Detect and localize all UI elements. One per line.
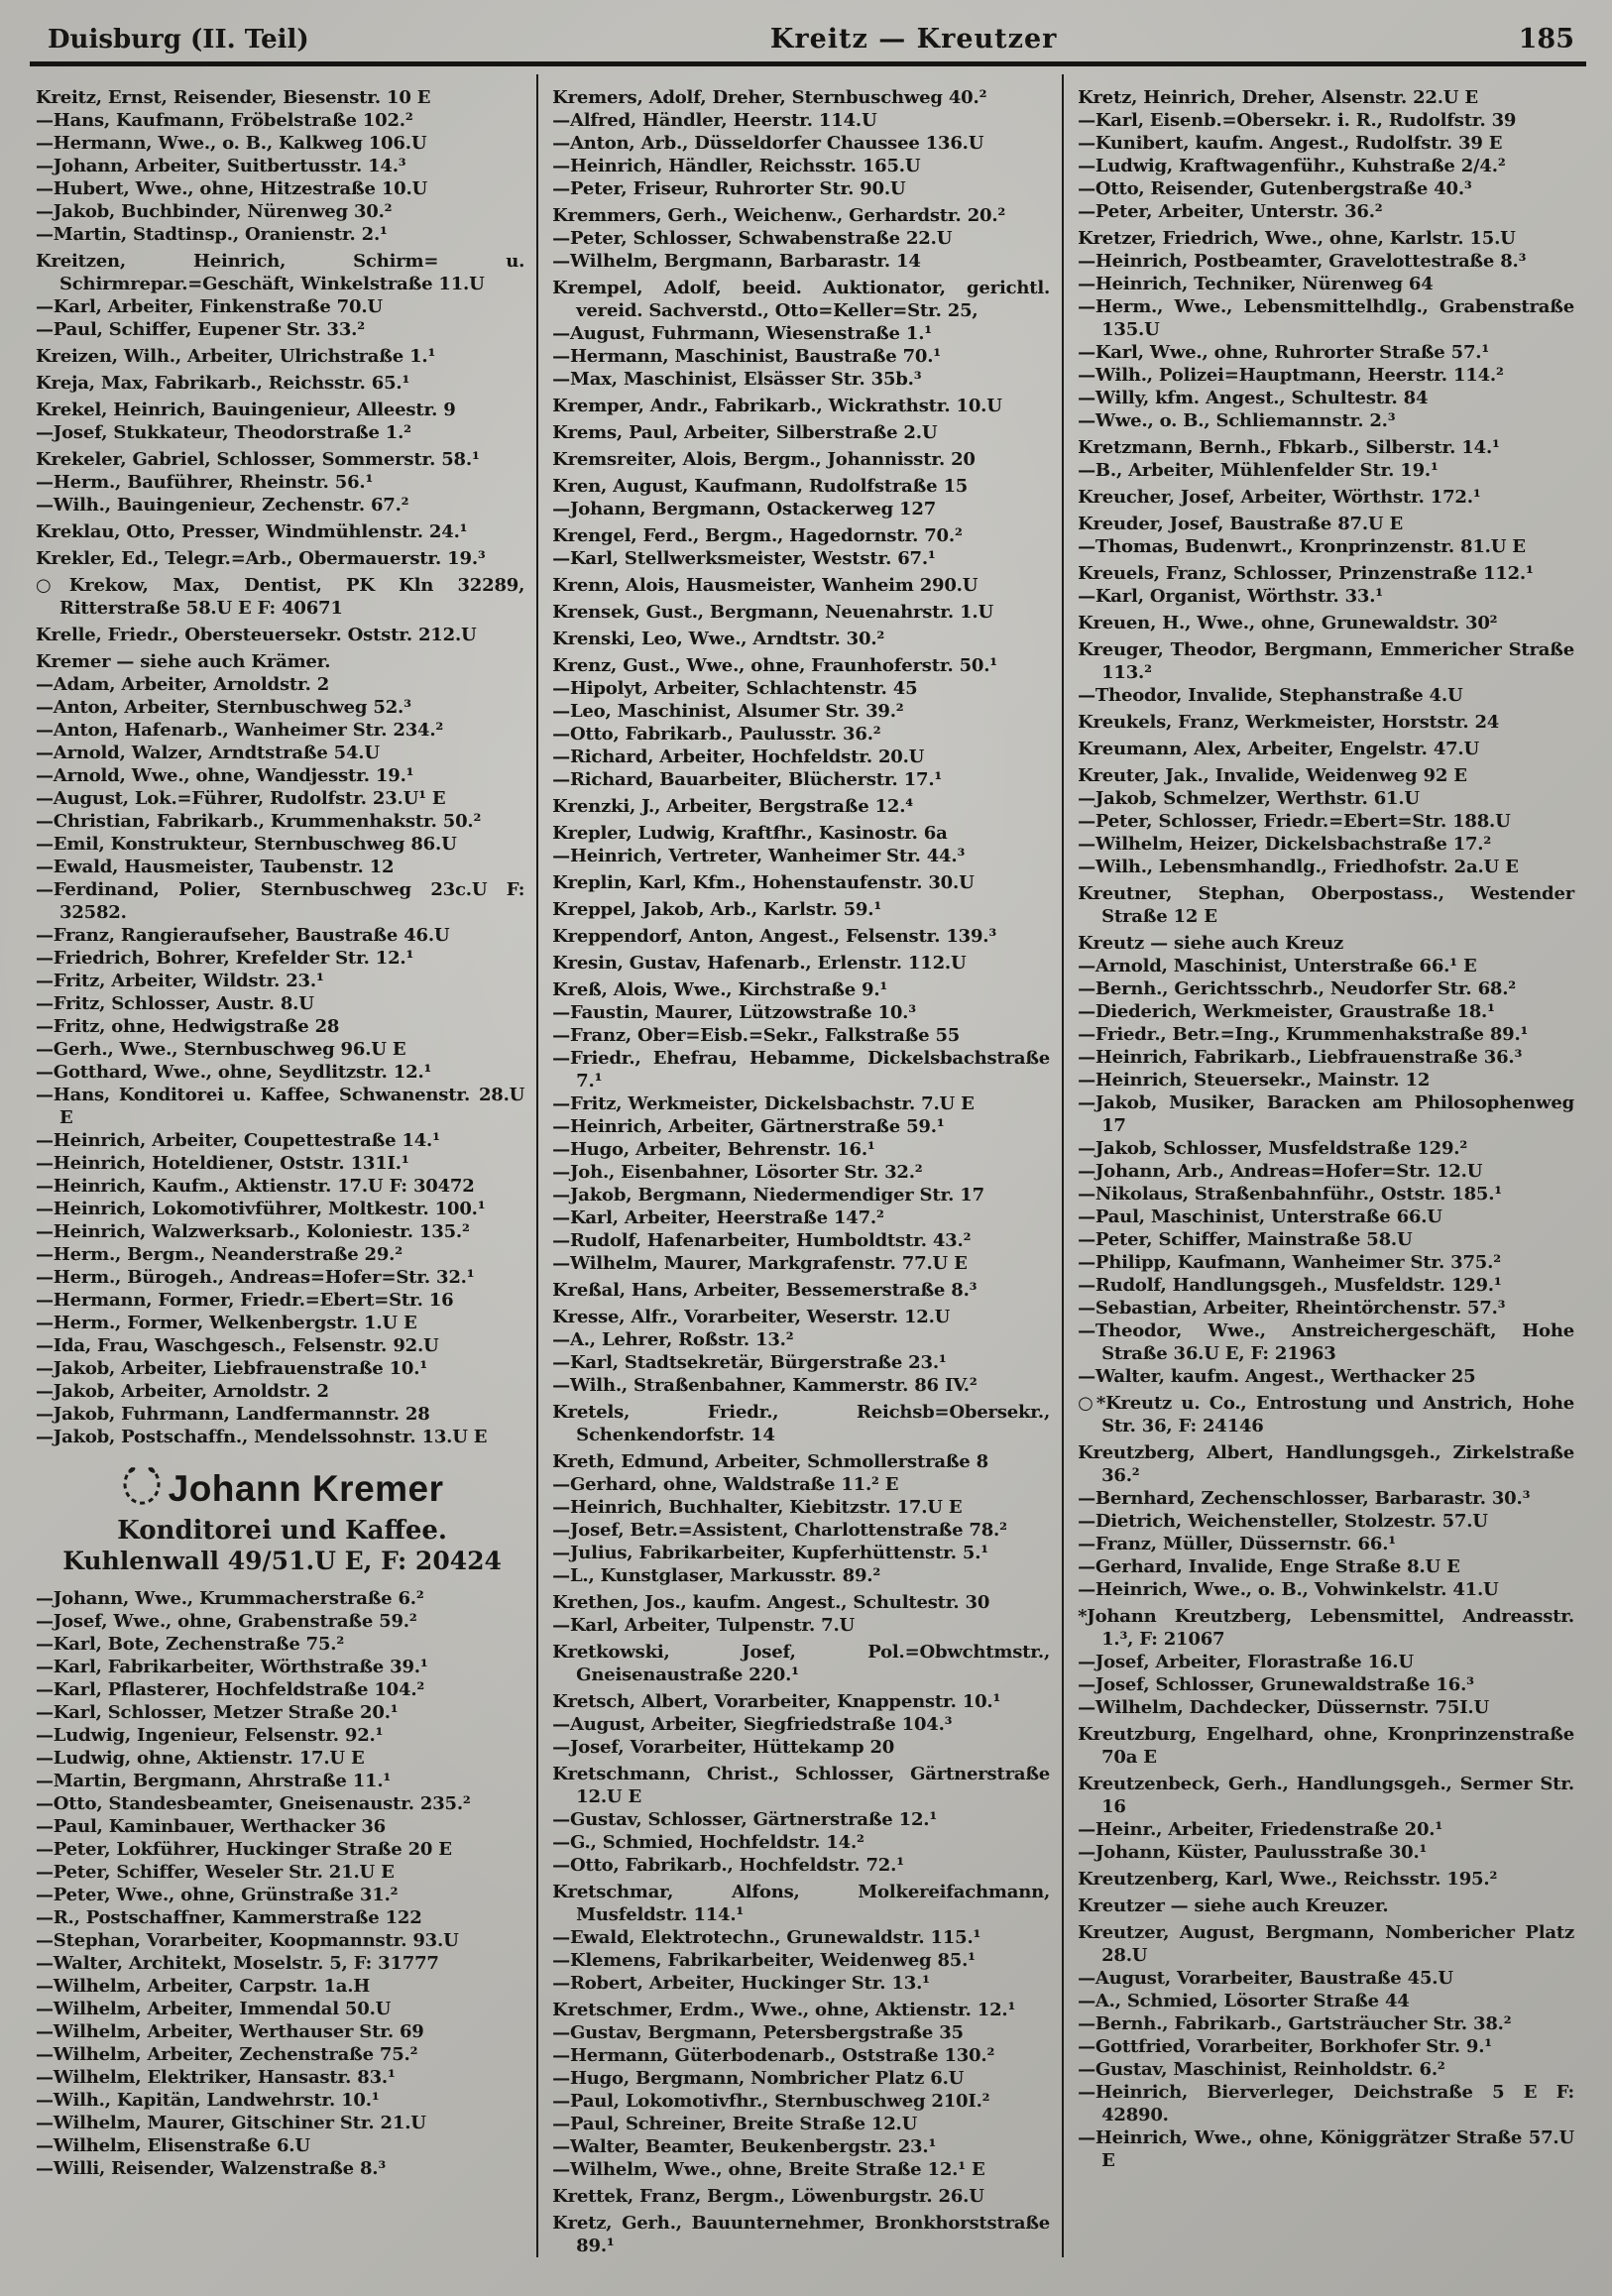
directory-entry: —Dietrich, Weichensteller, Stolzestr. 57.U <box>1078 1511 1488 1532</box>
header-section: Duisburg (II. Teil) <box>48 25 309 55</box>
directory-entry: Kretzmann, Bernh., Fbkarb., Silberstr. 14.¹ <box>1078 437 1500 458</box>
directory-entry: Kremsreiter, Alois, Bergm., Johannisstr. 20 <box>552 449 976 470</box>
directory-entry: —Willi, Reisender, Walzenstraße 8.³ <box>36 2158 387 2179</box>
directory-entry: Kremer — siehe auch Krämer. <box>36 651 331 672</box>
directory-entry: —Karl, Fabrikarbeiter, Wörthstraße 39.¹ <box>36 1657 428 1677</box>
directory-entry: —Theodor, Invalide, Stephanstraße 4.U <box>1078 685 1463 706</box>
directory-entry: —Fritz, Arbeiter, Wildstr. 23.¹ <box>36 971 324 991</box>
directory-entry: —Hermann, Maschinist, Baustraße 70.¹ <box>552 346 941 367</box>
directory-entry: Kretsch, Albert, Vorarbeiter, Knappenstr. 10.¹ <box>552 1691 1001 1712</box>
directory-entry: —Heinrich, Kaufm., Aktienstr. 17.U F: 30472 <box>36 1176 475 1197</box>
directory-entry: Kreuder, Josef, Baustraße 87.U E <box>1078 514 1404 534</box>
directory-entry: ○Krekow, Max, Dentist, PK Kln 32289, Ritterstraße 58.U E F: 40671 <box>36 575 525 619</box>
directory-entry: —Alfred, Händler, Heerstr. 114.U <box>552 110 877 131</box>
directory-entry: —Anton, Arb., Düsseldorfer Chaussee 136.U <box>552 133 984 154</box>
directory-entry: —Herm., Bauführer, Rheinstr. 56.¹ <box>36 472 374 493</box>
directory-entry: —Heinrich, Händler, Reichsstr. 165.U <box>552 156 921 176</box>
directory-entry: Kreuger, Theodor, Bergmann, Emmericher Straße 113.² <box>1078 639 1574 683</box>
directory-entry: —Kunibert, kaufm. Angest., Rudolfstr. 39 E <box>1078 133 1503 154</box>
directory-entry: —Jakob, Postschaffn., Mendelssohnstr. 13.U E <box>36 1427 488 1447</box>
directory-entry: —Rudolf, Handlungsgeh., Musfeldstr. 129.¹ <box>1078 1275 1502 1296</box>
directory-entry: Kretels, Friedr., Reichsb=Obersekr., Schenkendorfstr. 14 <box>552 1402 1051 1445</box>
directory-entry: —Wilhelm, Arbeiter, Werthauser Str. 69 <box>36 2021 424 2042</box>
directory-entry: —Gustav, Bergmann, Petersbergstraße 35 <box>552 2022 964 2043</box>
directory-entry: —A., Lehrer, Roßstr. 13.² <box>552 1329 794 1350</box>
directory-entry: —Jakob, Arbeiter, Arnoldstr. 2 <box>36 1381 329 1402</box>
directory-entry: —Josef, Vorarbeiter, Hüttekamp 20 <box>552 1737 895 1758</box>
directory-entry: —Herm., Wwe., Lebensmittelhdlg., Grabenstraße 135.U <box>1078 296 1574 340</box>
directory-entry: —Arnold, Walzer, Arndtstraße 54.U <box>36 743 380 763</box>
directory-entry: —Wilhelm, Heizer, Dickelsbachstraße 17.² <box>1078 834 1492 855</box>
directory-entry: —Leo, Maschinist, Alsumer Str. 39.² <box>552 701 904 722</box>
directory-entry: —Johann, Bergmann, Ostackerweg 127 <box>552 499 937 519</box>
directory-entry: Kreuter, Jak., Invalide, Weidenweg 92 E <box>1078 765 1467 786</box>
directory-entry: Kreizen, Wilh., Arbeiter, Ulrichstraße 1.¹ <box>36 346 436 367</box>
directory-entry: Kreppendorf, Anton, Angest., Felsenstr. 139.³ <box>552 926 997 947</box>
directory-entry: —Josef, Arbeiter, Florastraße 16.U <box>1078 1652 1414 1672</box>
directory-entry: —August, Arbeiter, Siegfriedstraße 104.³ <box>552 1714 953 1735</box>
directory-entry: —Ewald, Hausmeister, Taubenstr. 12 <box>36 857 395 877</box>
directory-entry: Krekel, Heinrich, Bauingenieur, Alleestr. 9 <box>36 400 456 420</box>
directory-entry: —Wilh., Straßenbahner, Kammerstr. 86 IV.² <box>552 1375 978 1396</box>
directory-entry: Kremers, Adolf, Dreher, Sternbuschweg 40.² <box>552 87 987 108</box>
directory-entry: —Rudolf, Hafenarbeiter, Humboldtstr. 43.² <box>552 1230 972 1251</box>
directory-entry: —Karl, Stellwerksmeister, Weststr. 67.¹ <box>552 548 936 569</box>
directory-entry: —Wilh., Lebensmhandlg., Friedhofstr. 2a.U E <box>1078 857 1519 877</box>
directory-entry: ○*Kreutz u. Co., Entrostung und Anstrich, Hohe Str. 36, F: 24146 <box>1078 1393 1574 1436</box>
directory-entry: —Heinrich, Buchhalter, Kiebitzstr. 17.U E <box>552 1497 963 1518</box>
directory-entry: —Sebastian, Arbeiter, Rheintörchenstr. 57.³ <box>1078 1298 1506 1319</box>
directory-entry: —Thomas, Budenwrt., Kronprinzenstr. 81.U E <box>1078 536 1526 557</box>
directory-entry: —Ludwig, Kraftwagenführ., Kuhstraße 2/4.² <box>1078 156 1506 176</box>
directory-entry: —Max, Maschinist, Elsässer Str. 35b.³ <box>552 369 922 390</box>
laurel-wreath-icon <box>121 1464 163 1514</box>
directory-entry: —Karl, Wwe., ohne, Ruhrorter Straße 57.¹ <box>1078 342 1490 363</box>
directory-entry: Krensek, Gust., Bergmann, Neuenahrstr. 1.U <box>552 602 993 623</box>
directory-entry: —A., Schmied, Lösorter Straße 44 <box>1078 1991 1410 2011</box>
directory-entry: Krenski, Leo, Wwe., Arndtstr. 30.² <box>552 629 885 649</box>
directory-entry: —Johann, Küster, Paulusstraße 30.¹ <box>1078 1842 1428 1863</box>
header-range: Kreitz — Kreutzer <box>769 24 1058 55</box>
directory-entry: Kretschmer, Erdm., Wwe., ohne, Aktienstr. 12.¹ <box>552 2000 1016 2020</box>
directory-entry: —L., Kunstglaser, Markusstr. 89.² <box>552 1565 881 1586</box>
directory-entry: —Heinrich, Arbeiter, Gärtnerstraße 59.¹ <box>552 1116 945 1137</box>
directory-entry: —Wilhelm, Dachdecker, Düssernstr. 75I.U <box>1078 1697 1489 1718</box>
directory-entry: Krempel, Adolf, beeid. Auktionator, gerichtl. vereid. Sachverstd., Otto=Keller=Str. 25, <box>552 278 1051 321</box>
directory-entry: Kreß, Alois, Wwe., Kirchstraße 9.¹ <box>552 979 888 1000</box>
directory-entry: —August, Vorarbeiter, Baustraße 45.U <box>1078 1968 1453 1989</box>
page-header <box>30 24 1586 55</box>
directory-entry: —Ewald, Elektrotechn., Grunewaldstr. 115.¹ <box>552 1927 981 1948</box>
directory-entry: —Franz, Rangieraufseher, Baustraße 46.U <box>36 925 450 946</box>
directory-entry: —Jakob, Schlosser, Musfeldstraße 129.² <box>1078 1138 1468 1159</box>
directory-entry: —Hermann, Former, Friedr.=Ebert=Str. 16 <box>36 1290 454 1311</box>
directory-entry: —Heinrich, Arbeiter, Coupettestraße 14.¹ <box>36 1130 440 1151</box>
directory-entry: —Jakob, Arbeiter, Liebfrauenstraße 10.¹ <box>36 1358 428 1379</box>
directory-entry: —Heinrich, Wwe., ohne, Königgrätzer Straße 57.U E <box>1078 2127 1574 2171</box>
directory-entry: —Richard, Bauarbeiter, Blücherstr. 17.¹ <box>552 769 943 790</box>
directory-entry: —Otto, Fabrikarb., Hochfeldstr. 72.¹ <box>552 1855 904 1876</box>
directory-entry: Kreuels, Franz, Schlosser, Prinzenstraße 112.¹ <box>1078 563 1534 584</box>
directory-entry: Kren, August, Kaufmann, Rudolfstraße 15 <box>552 476 969 497</box>
directory-entry: Kreutzer, August, Bergmann, Nombericher Platz 28.U <box>1078 1922 1574 1966</box>
directory-entry: —Wilhelm, Arbeiter, Carpstr. 1a.H <box>36 1976 371 1997</box>
directory-entry: —Ferdinand, Polier, Sternbuschweg 23c.U F: 32582. <box>36 879 525 923</box>
directory-entry: —Faustin, Maurer, Lützowstraße 10.³ <box>552 1002 916 1023</box>
directory-entry: —Wwe., o. B., Schliemannstr. 2.³ <box>1078 410 1396 431</box>
column-1 <box>30 74 536 2257</box>
directory-entry: Kreutz — siehe auch Kreuz <box>1078 933 1343 954</box>
directory-entry: Kreplin, Karl, Kfm., Hohenstaufenstr. 30.U <box>552 872 975 893</box>
directory-entry: —Otto, Standesbeamter, Gneisenaustr. 235.² <box>36 1793 471 1814</box>
directory-entry: —Paul, Maschinist, Unterstraße 66.U <box>1078 1206 1442 1227</box>
directory-entry: Kremmers, Gerh., Weichenw., Gerhardstr. 20.² <box>552 205 1006 226</box>
directory-entry: —Anton, Hafenarb., Wanheimer Str. 234.² <box>36 720 444 741</box>
directory-entry: —Herm., Bergm., Neanderstraße 29.² <box>36 1244 403 1265</box>
directory-entry: —Gerh., Wwe., Sternbuschweg 96.U E <box>36 1039 406 1060</box>
directory-entry: *Johann Kreutzberg, Lebensmittel, Andreasstr. 1.³, F: 21067 <box>1078 1606 1574 1650</box>
column-3 <box>1062 74 1586 2257</box>
directory-entry: Kreutzenberg, Karl, Wwe., Reichsstr. 195.² <box>1078 1869 1498 1890</box>
directory-entry: —Jakob, Musiker, Baracken am Philosophenweg 17 <box>1078 1092 1574 1136</box>
directory-entry: —Friedrich, Bohrer, Krefelder Str. 12.¹ <box>36 948 414 969</box>
directory-entry: —Wilhelm, Maurer, Gitschiner Str. 21.U <box>36 2113 426 2133</box>
directory-entry: —Heinrich, Lokomotivführer, Moltkestr. 100.¹ <box>36 1199 486 1219</box>
directory-entry: —Heinrich, Postbeamter, Gravelottestraße 8.³ <box>1078 251 1527 272</box>
directory-entry: —Ludwig, Ingenieur, Felsenstr. 92.¹ <box>36 1725 384 1746</box>
directory-entry: Kretz, Heinrich, Dreher, Alsenstr. 22.U E <box>1078 87 1478 108</box>
directory-entry: —Jakob, Bergmann, Niedermendiger Str. 17 <box>552 1185 984 1205</box>
directory-entry: Kreppel, Jakob, Arb., Karlstr. 59.¹ <box>552 899 881 920</box>
directory-entry: —Johann, Arb., Andreas=Hofer=Str. 12.U <box>1078 1161 1483 1182</box>
ad-subtitle: Konditorei und Kaffee. <box>117 1516 447 1546</box>
directory-entry: —Joh., Eisenbahner, Lösorter Str. 32.² <box>552 1162 923 1183</box>
directory-entry: —Gustav, Schlosser, Gärtnerstraße 12.¹ <box>552 1809 938 1830</box>
kremer-advertisement <box>46 1464 518 1575</box>
directory-entry: —Karl, Arbeiter, Finkenstraße 70.U <box>36 296 383 317</box>
directory-entry: —Hans, Kaufmann, Fröbelstraße 102.² <box>36 110 413 131</box>
column-1-entries-bottom <box>36 1587 524 2180</box>
directory-entry: Kresin, Gustav, Hafenarb., Erlenstr. 112.U <box>552 953 967 974</box>
directory-entry: Kreja, Max, Fabrikarb., Reichsstr. 65.¹ <box>36 373 410 394</box>
directory-entry: Krenzki, J., Arbeiter, Bergstraße 12.⁴ <box>552 796 913 817</box>
directory-entry: —Gottfried, Vorarbeiter, Borkhofer Str. 9.¹ <box>1078 2036 1492 2057</box>
directory-entry: —Jakob, Fuhrmann, Landfermannstr. 28 <box>36 1404 430 1425</box>
directory-entry: —Josef, Schlosser, Grunewaldstraße 16.³ <box>1078 1674 1474 1695</box>
directory-entry: —Theodor, Wwe., Anstreichergeschäft, Hohe Straße 36.U E, F: 21963 <box>1078 1320 1574 1364</box>
directory-entry: Kreitzen, Heinrich, Schirm= u. Schirmrepar.=Geschäft, Winkelstraße 11.U <box>36 251 525 294</box>
directory-entry: —Emil, Konstrukteur, Sternbuschweg 86.U <box>36 834 457 855</box>
directory-entry: —Hans, Konditorei u. Kaffee, Schwanenstr. 28.U E <box>36 1085 525 1128</box>
directory-entry: —Ludwig, ohne, Aktienstr. 17.U E <box>36 1748 365 1769</box>
header-rule <box>30 61 1586 66</box>
directory-entry: —Robert, Arbeiter, Huckinger Str. 13.¹ <box>552 1973 930 1994</box>
directory-entry: Kretzer, Friedrich, Wwe., ohne, Karlstr. 15.U <box>1078 228 1516 249</box>
directory-entry: —Fritz, Schlosser, Austr. 8.U <box>36 993 314 1014</box>
directory-entry: —Bernh., Fabrikarb., Gartsträucher Str. 38.² <box>1078 2013 1512 2034</box>
directory-entry: —Gustav, Maschinist, Reinholdstr. 6.² <box>1078 2059 1445 2080</box>
page-number: 185 <box>1518 24 1574 55</box>
directory-entry: —R., Postschaffner, Kammerstraße 122 <box>36 1907 422 1928</box>
directory-entry: Krelle, Friedr., Obersteuersekr. Oststr. 212.U <box>36 625 477 645</box>
directory-entry: Krepler, Ludwig, Kraftfhr., Kasinostr. 6a <box>552 823 948 844</box>
directory-entry: —Fritz, Werkmeister, Dickelsbachstr. 7.U E <box>552 1093 975 1114</box>
column-2 <box>536 74 1062 2257</box>
directory-entry: —Wilh., Bauingenieur, Zechenstr. 67.² <box>36 495 409 516</box>
directory-entry: Kreumann, Alex, Arbeiter, Engelstr. 47.U <box>1078 739 1479 759</box>
directory-entry: —Karl, Schlosser, Metzer Straße 20.¹ <box>36 1702 399 1723</box>
directory-entry: —Wilh., Polizei=Hauptmann, Heerstr. 114.² <box>1078 365 1504 386</box>
directory-entry: —Franz, Müller, Düssernstr. 66.¹ <box>1078 1534 1396 1554</box>
directory-entry: —August, Fuhrmann, Wiesenstraße 1.¹ <box>552 323 932 344</box>
column-2-entries <box>552 86 1050 2257</box>
directory-entry: —Hubert, Wwe., ohne, Hitzestraße 10.U <box>36 178 428 199</box>
directory-entry: Kreutner, Stephan, Oberpostass., Westender Straße 12 E <box>1078 883 1574 927</box>
directory-entry: —Heinr., Arbeiter, Friedenstraße 20.¹ <box>1078 1819 1443 1840</box>
directory-entry: —Wilh., Kapitän, Landwehrstr. 10.¹ <box>36 2090 380 2111</box>
directory-entry: —Peter, Lokführer, Huckinger Straße 20 E <box>36 1839 452 1860</box>
directory-entry: Kretschmar, Alfons, Molkereifachmann, Musfeldstr. 114.¹ <box>552 1882 1051 1925</box>
directory-entry: —Karl, Stadtsekretär, Bürgerstraße 23.¹ <box>552 1352 947 1373</box>
directory-entry: Krengel, Ferd., Bergm., Hagedornstr. 70.² <box>552 525 963 546</box>
directory-entry: —Walter, Architekt, Moselstr. 5, F: 31777 <box>36 1953 439 1974</box>
directory-entry: —Arnold, Wwe., ohne, Wandjesstr. 19.¹ <box>36 765 414 786</box>
directory-entry: Kretschmann, Christ., Schlosser, Gärtnerstraße 12.U E <box>552 1764 1051 1807</box>
directory-entry: —Peter, Wwe., ohne, Grünstraße 31.² <box>36 1885 399 1905</box>
directory-entry: —Arnold, Maschinist, Unterstraße 66.¹ E <box>1078 956 1477 976</box>
directory-entry: —Bernhard, Zechenschlosser, Barbarastr. 30.³ <box>1078 1488 1531 1509</box>
directory-entry: —Peter, Arbeiter, Unterstr. 36.² <box>1078 201 1383 222</box>
directory-entry: —Gerhard, Invalide, Enge Straße 8.U E <box>1078 1556 1460 1577</box>
directory-entry: —Peter, Schlosser, Schwabenstraße 22.U <box>552 228 953 249</box>
directory-entry: —Hugo, Bergmann, Nombricher Platz 6.U <box>552 2068 965 2089</box>
directory-entry: Kretz, Gerh., Bauunternehmer, Bronkhorststraße 89.¹ <box>552 2213 1051 2256</box>
directory-entry: Krekler, Ed., Telegr.=Arb., Obermauerstr. 19.³ <box>36 548 486 569</box>
directory-entry: —Peter, Schiffer, Mainstraße 58.U <box>1078 1229 1413 1250</box>
directory-entry: —August, Lok.=Führer, Rudolfstr. 23.U¹ E <box>36 788 446 809</box>
directory-entry: —Willy, kfm. Angest., Schultestr. 84 <box>1078 388 1429 408</box>
directory-entry: Kreitz, Ernst, Reisender, Biesenstr. 10 E <box>36 87 431 108</box>
directory-entry: —Otto, Reisender, Gutenbergstraße 40.³ <box>1078 178 1472 199</box>
directory-entry: —Wilhelm, Arbeiter, Zechenstraße 75.² <box>36 2044 418 2065</box>
directory-entry: —Fritz, ohne, Hedwigstraße 28 <box>36 1016 340 1037</box>
directory-entry: —Heinrich, Hoteldiener, Oststr. 131I.¹ <box>36 1153 409 1174</box>
directory-entry: —Josef, Betr.=Assistent, Charlottenstraße 78.² <box>552 1520 1007 1541</box>
ad-address: Kuhlenwall 49/51.U E, F: 20424 <box>62 1547 502 1575</box>
directory-entry: —Herm., Former, Welkenbergstr. 1.U E <box>36 1313 417 1333</box>
directory-entry: —Karl, Pflasterer, Hochfeldstraße 104.² <box>36 1679 425 1700</box>
directory-entry: —Peter, Friseur, Ruhrorter Str. 90.U <box>552 178 906 199</box>
directory-entry: —Franz, Ober=Eisb.=Sekr., Falkstraße 55 <box>552 1025 961 1046</box>
directory-entry: Krenz, Gust., Wwe., ohne, Fraunhoferstr. 50.¹ <box>552 655 997 676</box>
directory-entry: Kreßal, Hans, Arbeiter, Bessemerstraße 8.³ <box>552 1280 978 1301</box>
directory-entry: —Hipolyt, Arbeiter, Schlachtenstr. 45 <box>552 678 918 699</box>
directory-entry: Kreutzenbeck, Gerh., Handlungsgeh., Sermer Str. 16 <box>1078 1774 1574 1817</box>
directory-entry: Krenn, Alois, Hausmeister, Wanheim 290.U <box>552 575 979 596</box>
directory-entry: —Ida, Frau, Waschgesch., Felsenstr. 92.U <box>36 1335 439 1356</box>
directory-entry: —Jakob, Buchbinder, Nürenweg 30.² <box>36 201 393 222</box>
directory-entry: —Walter, kaufm. Angest., Werthacker 25 <box>1078 1366 1476 1387</box>
directory-entry: Kreth, Edmund, Arbeiter, Schmollerstraße 8 <box>552 1451 988 1472</box>
directory-entry: —Heinrich, Bierverleger, Deichstraße 5 E F: 42890. <box>1078 2082 1574 2125</box>
directory-entry: —Philipp, Kaufmann, Wanheimer Str. 375.² <box>1078 1252 1501 1273</box>
directory-entry: —Martin, Stadtinsp., Oranienstr. 2.¹ <box>36 224 388 245</box>
directory-entry: —Christian, Fabrikarb., Krummenhakstr. 50.² <box>36 811 482 832</box>
directory-entry: Krettek, Franz, Bergm., Löwenburgstr. 26.U <box>552 2186 984 2207</box>
directory-entry: —Karl, Bote, Zechenstraße 75.² <box>36 1634 345 1655</box>
directory-entry: —Jakob, Schmelzer, Werthstr. 61.U <box>1078 788 1420 809</box>
directory-entry: —Gerhard, ohne, Waldstraße 11.² E <box>552 1474 899 1495</box>
directory-entry: —Nikolaus, Straßenbahnführ., Oststr. 185.¹ <box>1078 1184 1502 1205</box>
directory-entry: —Adam, Arbeiter, Arnoldstr. 2 <box>36 674 330 695</box>
directory-entry: —Hermann, Wwe., o. B., Kalkweg 106.U <box>36 133 427 154</box>
ad-business-name: Johann Kremer <box>168 1468 444 1509</box>
directory-entry: Krethen, Jos., kaufm. Angest., Schultestr. 30 <box>552 1592 990 1613</box>
directory-entry: Kreuen, H., Wwe., ohne, Grunewaldstr. 30² <box>1078 613 1498 633</box>
directory-entry: Kreutzer — siehe auch Kreuzer. <box>1078 1895 1389 1916</box>
directory-entry: Kreutzberg, Albert, Handlungsgeh., Zirkelstraße 36.² <box>1078 1442 1574 1486</box>
directory-entry: —Bernh., Gerichtsschrb., Neudorfer Str. 68.² <box>1078 978 1516 999</box>
directory-entry: —Josef, Stukkateur, Theodorstraße 1.² <box>36 422 411 443</box>
directory-entry: —Martin, Bergmann, Ahrstraße 11.¹ <box>36 1771 392 1791</box>
column-1-entries-top <box>36 86 524 1448</box>
directory-entry: —Heinrich, Steuersekr., Mainstr. 12 <box>1078 1070 1431 1091</box>
directory-entry: —Paul, Lokomotivfhr., Sternbuschweg 210I.² <box>552 2091 990 2112</box>
directory-entry: Kremper, Andr., Fabrikarb., Wickrathstr. 10.U <box>552 396 1002 416</box>
directory-entry: —Herm., Bürogeh., Andreas=Hofer=Str. 32.¹ <box>36 1267 475 1288</box>
directory-entry: —Friedr., Betr.=Ing., Krummenhakstraße 89.¹ <box>1078 1024 1529 1045</box>
directory-entry: Kreutzburg, Engelhard, ohne, Kronprinzenstraße 70a E <box>1078 1724 1574 1768</box>
directory-entry: Krems, Paul, Arbeiter, Silberstraße 2.U <box>552 422 938 443</box>
directory-entry: —Heinrich, Techniker, Nürenweg 64 <box>1078 274 1434 294</box>
directory-entry: —Friedr., Ehefrau, Hebamme, Dickelsbachstraße 7.¹ <box>552 1048 1051 1091</box>
directory-entry: —Hermann, Güterbodenarb., Oststraße 130.² <box>552 2045 995 2066</box>
directory-entry: —Peter, Schlosser, Friedr.=Ebert=Str. 188.U <box>1078 811 1511 832</box>
directory-entry: —Paul, Kaminbauer, Werthacker 36 <box>36 1816 386 1837</box>
directory-entry: —Richard, Arbeiter, Hochfeldstr. 20.U <box>552 746 925 767</box>
directory-entry: —Heinrich, Fabrikarb., Liebfrauenstraße 36.³ <box>1078 1047 1523 1068</box>
directory-entry: —Otto, Fabrikarb., Paulusstr. 36.² <box>552 724 881 745</box>
directory-entry: —Klemens, Fabrikarbeiter, Weidenweg 85.¹ <box>552 1950 976 1971</box>
directory-entry: —B., Arbeiter, Mühlenfelder Str. 19.¹ <box>1078 460 1439 481</box>
column-3-entries <box>1078 86 1574 2172</box>
directory-entry: —Gotthard, Wwe., ohne, Seydlitzstr. 12.¹ <box>36 1062 432 1083</box>
directory-entry: —Karl, Eisenb.=Obersekr. i. R., Rudolfstr. 39 <box>1078 110 1517 131</box>
directory-entry: —Paul, Schiffer, Eupener Str. 33.² <box>36 319 365 340</box>
directory-entry: —Julius, Fabrikarbeiter, Kupferhüttenstr. 5.¹ <box>552 1543 988 1563</box>
directory-entry: Kreucher, Josef, Arbeiter, Wörthstr. 172.¹ <box>1078 487 1481 508</box>
directory-entry: Kreklau, Otto, Presser, Windmühlenstr. 24.¹ <box>36 521 468 542</box>
directory-entry: —Diederich, Werkmeister, Graustraße 18.¹ <box>1078 1001 1495 1022</box>
directory-entry: —Johann, Wwe., Krummacherstraße 6.² <box>36 1588 424 1609</box>
directory-entry: —Josef, Wwe., ohne, Grabenstraße 59.² <box>36 1611 417 1632</box>
directory-entry: Krekeler, Gabriel, Schlosser, Sommerstr. 58.¹ <box>36 449 480 470</box>
directory-entry: —Heinrich, Walzwerksarb., Koloniestr. 135.² <box>36 1221 470 1242</box>
directory-entry: —Heinrich, Wwe., o. B., Vohwinkelstr. 41.U <box>1078 1579 1499 1600</box>
directory-entry: —Stephan, Vorarbeiter, Koopmannstr. 93.U <box>36 1930 459 1951</box>
directory-entry: —Wilhelm, Maurer, Markgrafenstr. 77.U E <box>552 1253 968 1274</box>
directory-entry: —Karl, Arbeiter, Heerstraße 147.² <box>552 1207 884 1228</box>
directory-entry: —Karl, Arbeiter, Tulpenstr. 7.U <box>552 1615 856 1636</box>
directory-entry: —Anton, Arbeiter, Sternbuschweg 52.³ <box>36 697 411 718</box>
directory-entry: —Wilhelm, Wwe., ohne, Breite Straße 12.¹ E <box>552 2159 985 2180</box>
directory-entry: —Wilhelm, Arbeiter, Immendal 50.U <box>36 1999 392 2019</box>
directory-entry: Kresse, Alfr., Vorarbeiter, Weserstr. 12.U <box>552 1307 951 1327</box>
directory-entry: —Karl, Organist, Wörthstr. 33.¹ <box>1078 586 1383 607</box>
directory-entry: —Wilhelm, Elektriker, Hansastr. 83.¹ <box>36 2067 396 2088</box>
directory-entry: —Paul, Schreiner, Breite Straße 12.U <box>552 2114 918 2134</box>
directory-entry: —G., Schmied, Hochfeldstr. 14.² <box>552 1832 864 1853</box>
directory-entry: —Wilhelm, Bergmann, Barbarastr. 14 <box>552 251 921 272</box>
directory-entry: —Heinrich, Vertreter, Wanheimer Str. 44.³ <box>552 846 966 866</box>
directory-entry: —Peter, Schiffer, Weseler Str. 21.U E <box>36 1862 395 1883</box>
directory-entry: Kreukels, Franz, Werkmeister, Horststr. 24 <box>1078 712 1500 733</box>
columns <box>30 74 1586 2257</box>
directory-entry: —Walter, Beamter, Beukenbergstr. 23.¹ <box>552 2136 937 2157</box>
directory-entry: Kretkowski, Josef, Pol.=Obwchtmstr., Gneisenaustraße 220.¹ <box>552 1642 1051 1685</box>
directory-entry: —Wilhelm, Elisenstraße 6.U <box>36 2135 310 2156</box>
directory-entry: —Johann, Arbeiter, Suitbertusstr. 14.³ <box>36 156 406 176</box>
directory-entry: —Hugo, Arbeiter, Behrenstr. 16.¹ <box>552 1139 875 1160</box>
